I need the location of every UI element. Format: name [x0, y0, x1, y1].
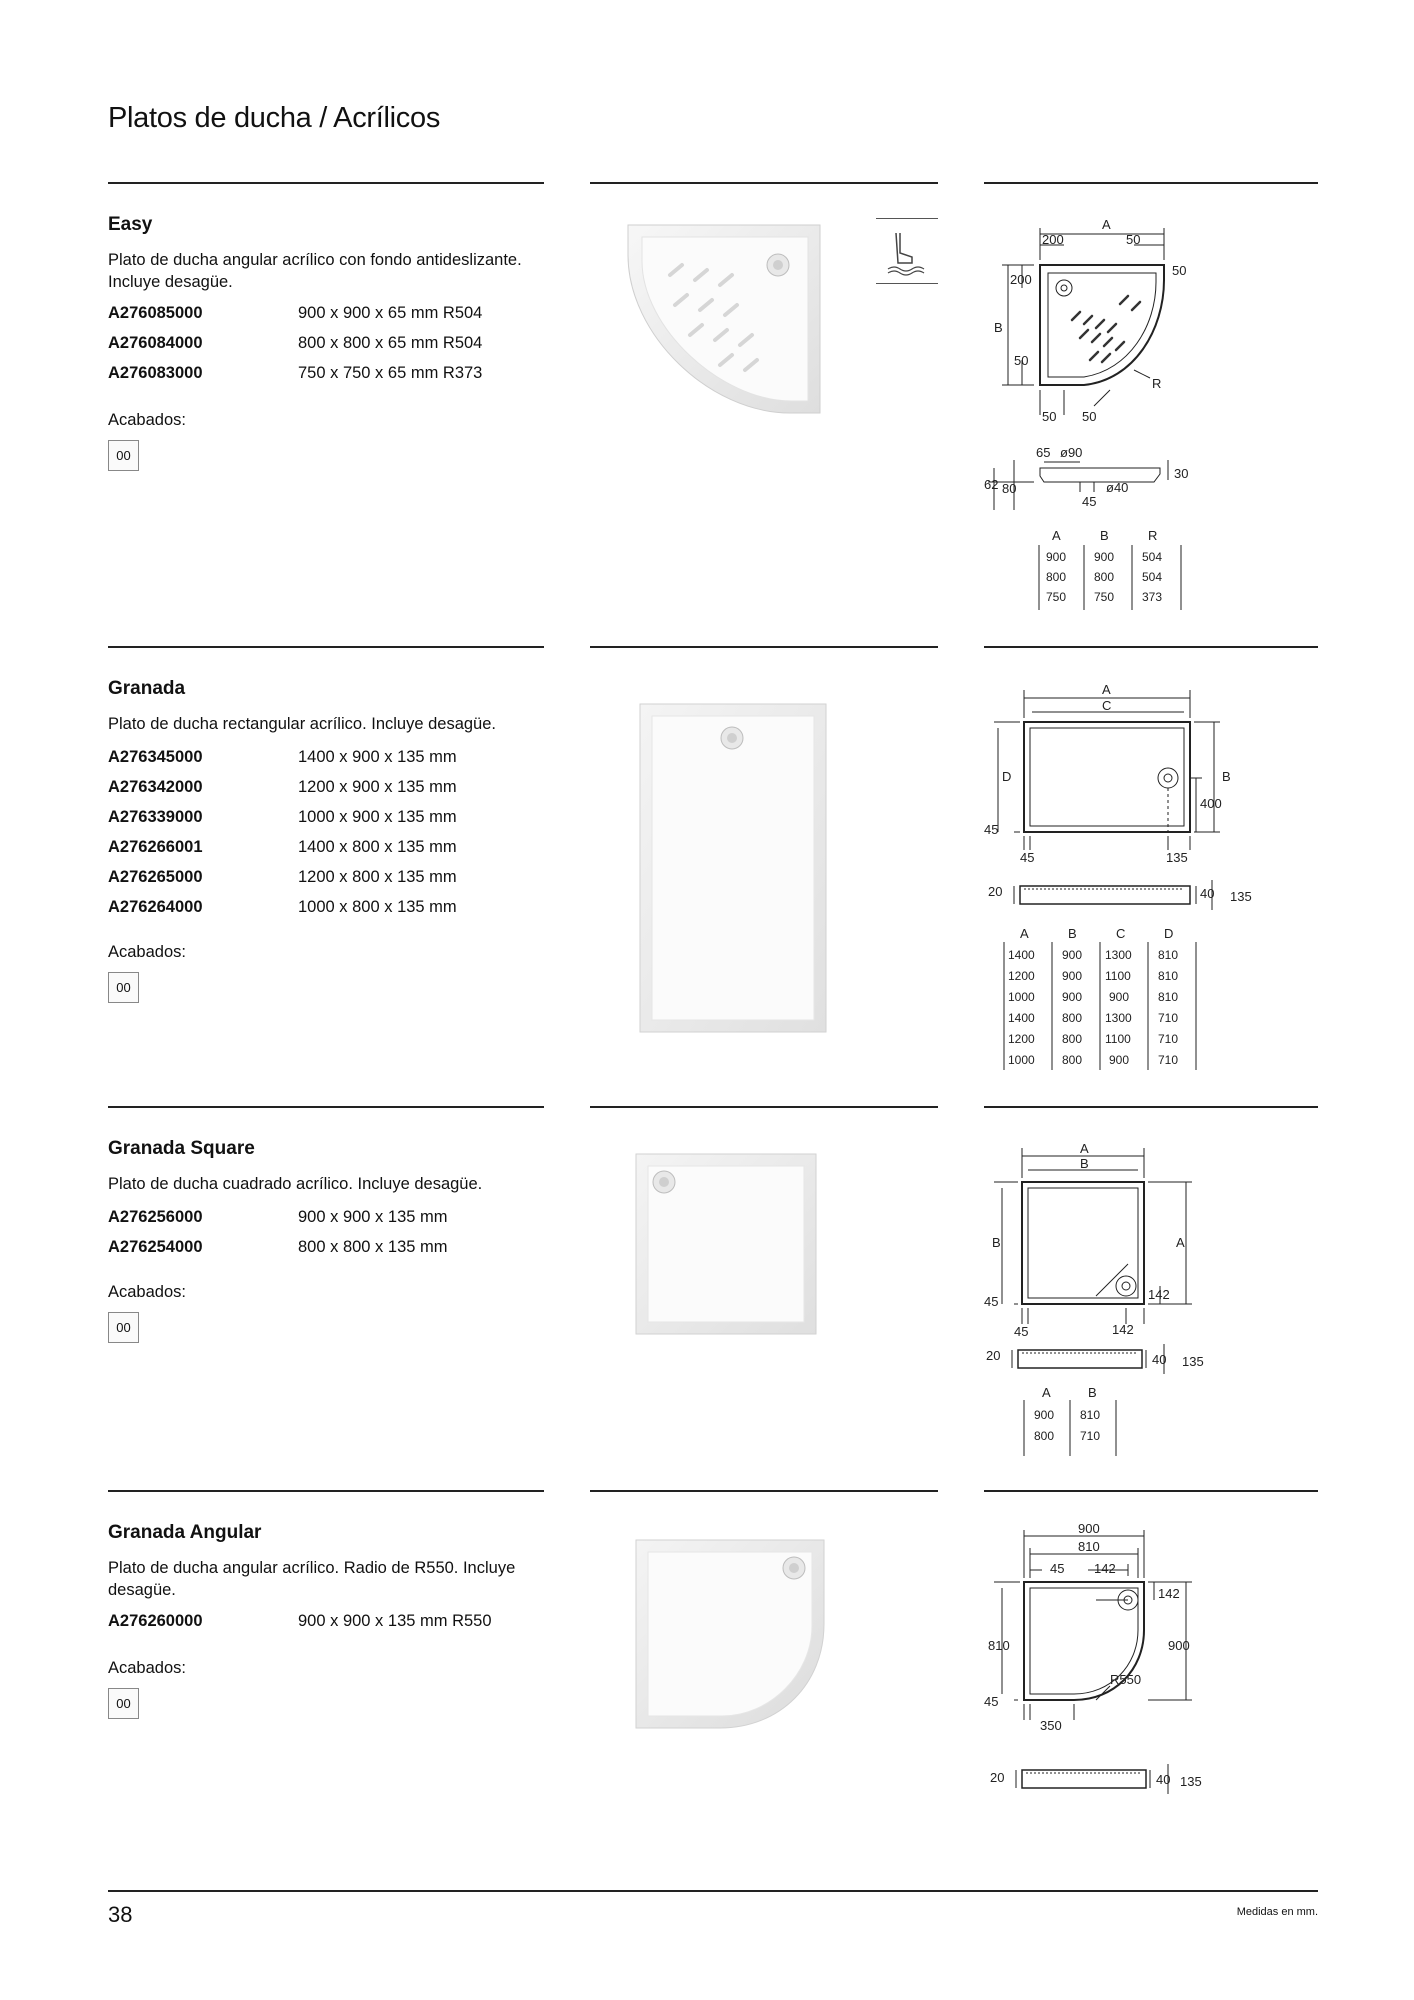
code-row: [108, 862, 538, 892]
dim-label: ø40: [1106, 480, 1129, 495]
dim-label: 135: [1230, 889, 1252, 904]
table-cell: 800: [1046, 570, 1067, 584]
product-photo-granada-square: [632, 1150, 822, 1340]
technical-drawing-easy: [984, 210, 1214, 610]
product-code: A276266001: [108, 837, 203, 856]
finish-swatch: 00: [108, 972, 139, 1003]
code-row: [108, 832, 538, 862]
product-spec: 1400 x 900 x 135 mm: [298, 747, 457, 766]
product-photo-granada-angular: [630, 1534, 830, 1734]
dim-label: 30: [1174, 466, 1189, 481]
table-cell: 900: [1109, 990, 1130, 1004]
product-description: Plato de ducha angular acrílico con fondo antideslizante. Incluye desagüe.: [108, 251, 522, 291]
table-cell: 710: [1158, 1032, 1179, 1046]
dim-label: 40: [1200, 886, 1215, 901]
dim-label: 65: [1036, 445, 1051, 460]
table-cell: 504: [1142, 550, 1163, 564]
product-spec: 1000 x 800 x 135 mm: [298, 897, 457, 916]
dim-label: A: [1102, 217, 1111, 232]
divider: [590, 1490, 938, 1492]
table-cell: 810: [1158, 948, 1179, 962]
product-spec: 1200 x 800 x 135 mm: [298, 867, 457, 886]
anti-slip-icon: [876, 219, 938, 285]
product-codes: [108, 1202, 538, 1262]
dim-label: 40: [1152, 1352, 1167, 1367]
table-cell: 1000: [1008, 1053, 1035, 1067]
table-cell: 900: [1062, 969, 1083, 983]
table-header: A: [1042, 1385, 1051, 1400]
technical-drawing-granada: [984, 680, 1254, 1075]
dim-label: B: [994, 320, 1003, 335]
product-spec: 800 x 800 x 135 mm: [298, 1237, 448, 1256]
dim-label: 135: [1180, 1774, 1202, 1789]
product-code: A276256000: [108, 1207, 203, 1226]
dim-label: ø90: [1060, 445, 1083, 460]
product-name: Granada: [108, 678, 186, 699]
finish-swatch: 00: [108, 1688, 139, 1719]
table-cell: 900: [1094, 550, 1115, 564]
dim-label: A: [1080, 1141, 1089, 1156]
product-codes: [108, 1606, 538, 1636]
dim-label: 50: [1042, 409, 1057, 424]
finish-swatch: 00: [108, 440, 139, 471]
divider: [984, 182, 1318, 184]
dim-label: C: [1102, 698, 1112, 713]
dim-label: 45: [984, 1694, 999, 1709]
product-code: A276265000: [108, 867, 203, 886]
finish-label: Acabados:: [108, 411, 186, 429]
finish-label: Acabados:: [108, 1283, 186, 1301]
dim-label: 400: [1200, 796, 1222, 811]
product-name: Granada Angular: [108, 1522, 262, 1543]
table-header: R: [1148, 528, 1158, 543]
dim-label: 80: [1002, 481, 1017, 496]
product-name: Granada Square: [108, 1138, 255, 1159]
table-header: B: [1088, 1385, 1097, 1400]
dim-label: 20: [988, 884, 1003, 899]
product-description: Plato de ducha rectangular acrílico. Incluye desagüe.: [108, 715, 496, 733]
dim-label: 142: [1158, 1586, 1180, 1601]
dim-label: 50: [1126, 232, 1141, 247]
code-row: [108, 328, 538, 358]
divider: [108, 182, 544, 184]
dim-label: 40: [1156, 1772, 1171, 1787]
technical-drawing-granada-square: [984, 1138, 1214, 1458]
table-header: B: [1068, 926, 1077, 941]
table-cell: 1200: [1008, 969, 1035, 983]
product-spec: 750 x 750 x 65 mm R373: [298, 363, 483, 382]
table-cell: 710: [1158, 1053, 1179, 1067]
table-cell: 1200: [1008, 1032, 1035, 1046]
table-cell: 1300: [1105, 948, 1132, 962]
dim-label: 900: [1078, 1521, 1100, 1536]
dim-label: R550: [1110, 1672, 1142, 1687]
code-row: [108, 298, 538, 328]
product-code: A276083000: [108, 363, 203, 382]
table-cell: 810: [1158, 990, 1179, 1004]
product-code: A276260000: [108, 1611, 203, 1630]
divider: [108, 1106, 544, 1108]
table-cell: 900: [1062, 948, 1083, 962]
product-code: A276254000: [108, 1237, 203, 1256]
table-cell: 800: [1062, 1011, 1083, 1025]
dim-label: 135: [1166, 850, 1188, 865]
dim-label: 50: [1014, 353, 1029, 368]
divider: [984, 1106, 1318, 1108]
table-cell: 373: [1142, 590, 1163, 604]
foot-icon: [876, 218, 938, 284]
dim-label: R: [1152, 376, 1162, 391]
table-cell: 900: [1062, 990, 1083, 1004]
dim-label: 45: [1050, 1561, 1065, 1576]
finish-label: Acabados:: [108, 943, 186, 961]
dim-label: 45: [1082, 494, 1097, 509]
table-header: C: [1116, 926, 1126, 941]
product-codes: [108, 298, 538, 388]
technical-drawing-granada-angular: [984, 1520, 1214, 1810]
product-description: Plato de ducha cuadrado acrílico. Incluye desagüe.: [108, 1175, 483, 1193]
table-cell: 1100: [1105, 1032, 1131, 1046]
product-codes: [108, 742, 538, 922]
dim-label: A: [1102, 682, 1111, 697]
code-row: [108, 1232, 538, 1262]
dim-label: 142: [1112, 1322, 1134, 1337]
dim-label: 900: [1168, 1638, 1190, 1653]
table-cell: 800: [1062, 1032, 1083, 1046]
footer-note: Medidas en mm.: [1236, 1906, 1318, 1918]
dim-label: 135: [1182, 1354, 1204, 1369]
dim-label: 50: [1082, 409, 1097, 424]
table-cell: 1400: [1008, 948, 1035, 962]
dim-label: 810: [988, 1638, 1010, 1653]
product-spec: 900 x 900 x 135 mm R550: [298, 1611, 492, 1630]
product-spec: 900 x 900 x 135 mm: [298, 1207, 448, 1226]
table-header: B: [1100, 528, 1109, 543]
product-code: A276264000: [108, 897, 203, 916]
dim-label: A: [1176, 1235, 1185, 1250]
table-cell: 810: [1080, 1408, 1101, 1422]
table-header: A: [1052, 528, 1061, 543]
product-code: A276085000: [108, 303, 203, 322]
product-code: A276339000: [108, 807, 203, 826]
product-photo-easy: [600, 215, 840, 415]
table-header: A: [1020, 926, 1029, 941]
dim-label: 50: [1172, 263, 1187, 278]
table-cell: 900: [1034, 1408, 1055, 1422]
dim-label: D: [1002, 769, 1012, 784]
table-cell: 810: [1158, 969, 1179, 983]
dim-label: 350: [1040, 1718, 1062, 1733]
divider: [108, 646, 544, 648]
finish-swatch: 00: [108, 1312, 139, 1343]
code-row: [108, 892, 538, 922]
product-spec: 800 x 800 x 65 mm R504: [298, 333, 483, 352]
dim-label: 142: [1148, 1287, 1170, 1302]
table-cell: 504: [1142, 570, 1163, 584]
divider: [108, 1490, 544, 1492]
dim-label: B: [1222, 769, 1231, 784]
dim-label: 62: [984, 477, 999, 492]
product-spec: 1400 x 800 x 135 mm: [298, 837, 457, 856]
product-code: A276084000: [108, 333, 203, 352]
table-cell: 1400: [1008, 1011, 1035, 1025]
footer-divider: [108, 1890, 1318, 1892]
dim-label: B: [992, 1235, 1001, 1250]
dim-label: 200: [1042, 232, 1064, 247]
table-cell: 710: [1158, 1011, 1179, 1025]
dim-label: 810: [1078, 1539, 1100, 1554]
table-cell: 800: [1034, 1429, 1055, 1443]
table-cell: 1300: [1105, 1011, 1132, 1025]
product-photo-granada: [636, 700, 832, 1040]
table-header: D: [1164, 926, 1174, 941]
product-code: A276345000: [108, 747, 203, 766]
table-cell: 750: [1094, 590, 1115, 604]
dim-label: 45: [984, 1294, 999, 1309]
dim-label: 45: [1020, 850, 1035, 865]
product-description: Plato de ducha angular acrílico. Radio de R550. Incluye desagüe.: [108, 1559, 516, 1599]
code-row: [108, 742, 538, 772]
product-spec: 1200 x 900 x 135 mm: [298, 777, 457, 796]
table-cell: 900: [1046, 550, 1067, 564]
page-number: 38: [108, 1902, 133, 1927]
table-cell: 750: [1046, 590, 1067, 604]
table-cell: 800: [1062, 1053, 1083, 1067]
product-code: A276342000: [108, 777, 203, 796]
table-cell: 710: [1080, 1429, 1101, 1443]
dim-label: B: [1080, 1156, 1089, 1171]
dim-label: 142: [1094, 1561, 1116, 1576]
product-spec: 1000 x 900 x 135 mm: [298, 807, 457, 826]
table-cell: 1000: [1008, 990, 1035, 1004]
code-row: [108, 772, 538, 802]
dim-label: 45: [984, 822, 999, 837]
divider: [590, 182, 938, 184]
table-cell: 1100: [1105, 969, 1131, 983]
page-title: Platos de ducha / Acrílicos: [108, 102, 441, 134]
dim-label: 20: [986, 1348, 1001, 1363]
divider: [590, 1106, 938, 1108]
dim-label: 200: [1010, 272, 1032, 287]
divider: [984, 646, 1318, 648]
table-cell: 800: [1094, 570, 1115, 584]
code-row: [108, 358, 538, 388]
divider: [984, 1490, 1318, 1492]
divider: [590, 646, 938, 648]
table-cell: 900: [1109, 1053, 1130, 1067]
product-name: Easy: [108, 214, 153, 235]
product-spec: 900 x 900 x 65 mm R504: [298, 303, 483, 322]
code-row: [108, 1202, 538, 1232]
code-row: [108, 1606, 538, 1636]
dim-label: 45: [1014, 1324, 1029, 1339]
dim-label: 20: [990, 1770, 1005, 1785]
finish-label: Acabados:: [108, 1659, 186, 1677]
code-row: [108, 802, 538, 832]
